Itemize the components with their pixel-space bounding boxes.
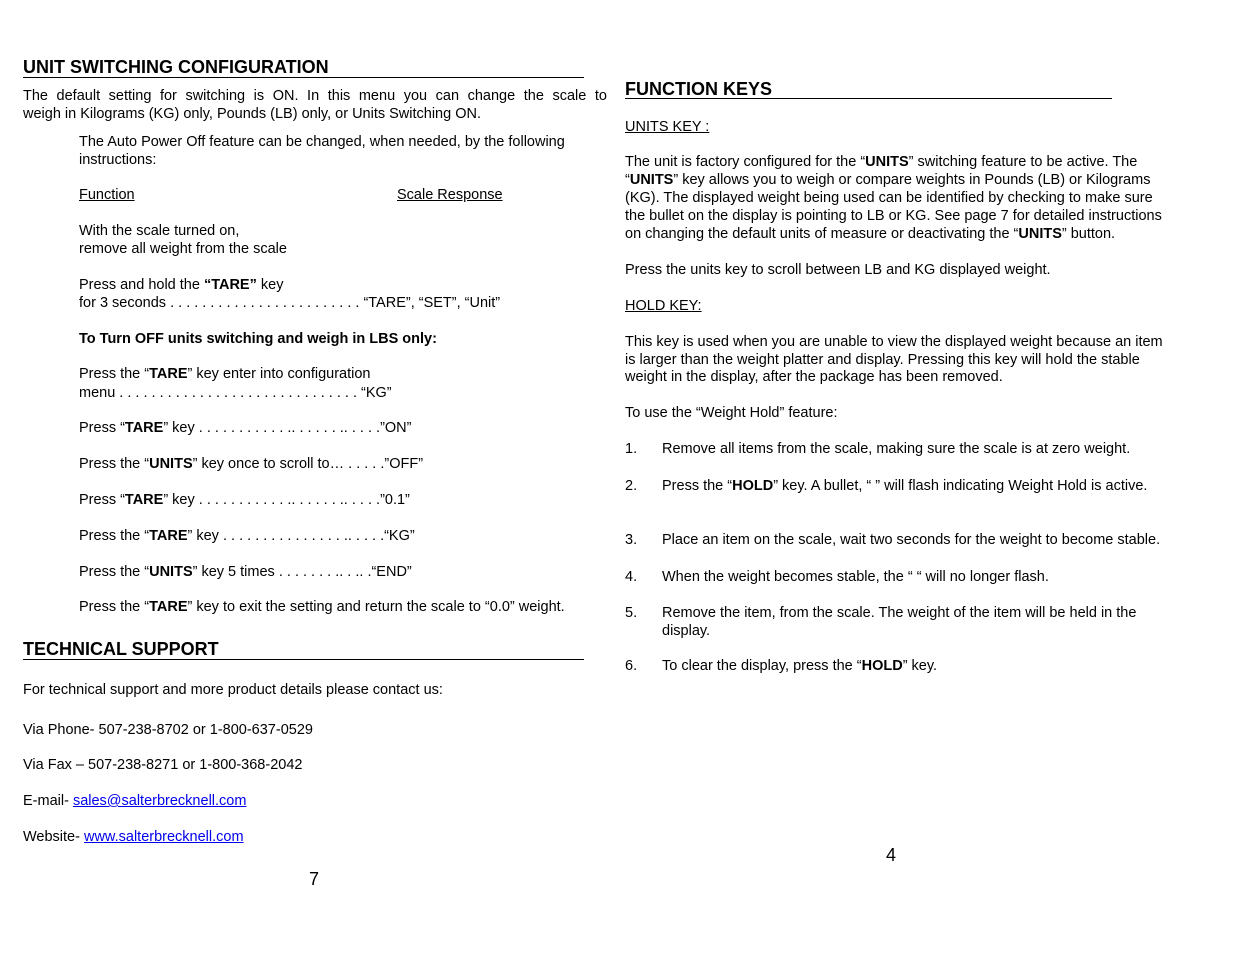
- list-item-5-line-1: Remove the item, from the scale. The weight of the item will be held in the: [662, 605, 1137, 621]
- heading-rule: [23, 77, 584, 78]
- text: ” key . . . . . . . . . . . .. . . . . . .. . . . .”ON”: [163, 420, 412, 436]
- hold-paragraph-line-3: weight in the display, after the package has been removed.: [625, 369, 1003, 385]
- text: Press the “: [662, 478, 733, 494]
- key-name: UNITS: [865, 154, 909, 170]
- email-link[interactable]: sales@salterbrecknell.com: [72, 793, 247, 809]
- text: Press “: [79, 492, 125, 508]
- list-number: 4.: [625, 569, 638, 585]
- units-key-label: UNITS KEY :: [625, 119, 710, 135]
- text: on changing the default units of measure or deactivating the “: [625, 226, 1019, 242]
- support-website: [23, 829, 244, 845]
- step-7: [79, 599, 565, 615]
- hold-paragraph-line-1: This key is used when you are unable to view the displayed weight because an item: [625, 334, 1163, 350]
- key-name: TARE: [149, 599, 188, 615]
- list-number: 6.: [625, 658, 638, 674]
- units-paragraph-line-5: [625, 226, 1115, 242]
- intro-line-1: The default setting for switching is ON. In this menu you can change the scale to: [23, 88, 607, 104]
- text: Press “: [79, 420, 125, 436]
- function-column-header: Function: [79, 187, 135, 203]
- press-hold-line-2: for 3 seconds . . . . . . . . . . . . . . . . . . . . . . . . “TARE”, “SET”, “Unit”: [79, 295, 501, 311]
- list-number: 1.: [625, 441, 638, 457]
- text: ” key 5 times . . . . . . . .. . .. .“END”: [192, 564, 412, 580]
- step-3: [79, 456, 423, 472]
- hold-use-intro: To use the “Weight Hold” feature:: [625, 405, 838, 421]
- key-name: TARE: [124, 492, 164, 508]
- technical-support-heading: TECHNICAL SUPPORT: [23, 639, 219, 659]
- scale-on-line-1: With the scale turned on,: [79, 223, 240, 239]
- step-6: [79, 564, 412, 580]
- list-number: 5.: [625, 605, 638, 621]
- scale-on-line-2: remove all weight from the scale: [79, 241, 287, 257]
- list-item-2: [662, 478, 1147, 494]
- press-hold-line-1: [79, 277, 283, 293]
- key-name: TARE: [149, 528, 188, 544]
- text: ” button.: [1061, 226, 1116, 242]
- text: ” key. A bullet, “ ” will flash indicating Weight Hold is active.: [773, 478, 1148, 494]
- tare-key-text: “TARE”: [203, 277, 257, 293]
- key-name: TARE: [124, 420, 164, 436]
- key-name: UNITS: [149, 456, 193, 472]
- list-item-1: Remove all items from the scale, making sure the scale is at zero weight.: [662, 441, 1131, 457]
- text: “: [625, 172, 630, 188]
- key-name: UNITS: [1018, 226, 1062, 242]
- unit-switching-heading: UNIT SWITCHING CONFIGURATION: [23, 57, 329, 77]
- support-phone: Via Phone- 507-238-8702 or 1-800-637-0529: [23, 722, 313, 738]
- list-item-3: Place an item on the scale, wait two seconds for the weight to become stable.: [662, 532, 1161, 548]
- key-name: HOLD: [861, 658, 903, 674]
- text: Press the “: [79, 564, 150, 580]
- list-item-6: [662, 658, 937, 674]
- text: Press the “: [79, 528, 150, 544]
- text: ” key to exit the setting and return the scale to “0.0” weight.: [187, 599, 565, 615]
- key-name: UNITS: [149, 564, 193, 580]
- apo-line-2: instructions:: [79, 152, 157, 168]
- heading-rule: [23, 659, 584, 660]
- text: key: [256, 277, 284, 293]
- support-email: [23, 793, 246, 809]
- apo-line-1: The Auto Power Off feature can be changed, when needed, by the following: [79, 134, 565, 150]
- key-name: HOLD: [732, 478, 774, 494]
- support-fax: Via Fax – 507-238-8271 or 1-800-368-2042: [23, 757, 303, 773]
- text: ” key once to scroll to… . . . . .”OFF”: [192, 456, 424, 472]
- text: ” switching feature to be active. The: [908, 154, 1138, 170]
- function-keys-heading: FUNCTION KEYS: [625, 79, 773, 99]
- support-intro: For technical support and more product details please contact us:: [23, 682, 443, 698]
- website-link[interactable]: www.salterbrecknell.com: [83, 829, 244, 845]
- step-4: [79, 492, 410, 508]
- key-name: TARE: [149, 366, 188, 382]
- units-paragraph-line-1: [625, 154, 1137, 170]
- units-paragraph-line-2: [625, 172, 1150, 188]
- text: ” key . . . . . . . . . . . .. . . . . . .. . . . .”0.1”: [163, 492, 410, 508]
- website-label: Website-: [23, 829, 84, 845]
- text: Press the “: [79, 366, 150, 382]
- text: ” key . . . . . . . . . . . . . . . .. . . . .“KG”: [187, 528, 415, 544]
- page-number-right: 4: [886, 845, 897, 865]
- text: ” key enter into configuration: [187, 366, 371, 382]
- scale-response-column-header: Scale Response: [397, 187, 503, 203]
- step-5: [79, 528, 415, 544]
- step-1-line-1: [79, 366, 370, 382]
- units-paragraph-line-4: the bullet on the display is pointing to LB or KG. See page 7 for detailed instructions: [625, 208, 1162, 224]
- text: ” key allows you to weigh or compare weights in Pounds (LB) or Kilograms: [673, 172, 1151, 188]
- text: Press and hold the: [79, 277, 204, 293]
- list-number: 3.: [625, 532, 638, 548]
- list-item-4: When the weight becomes stable, the “ “ will no longer flash.: [662, 569, 1049, 585]
- email-label: E-mail-: [23, 793, 73, 809]
- units-paragraph-line-3: (KG). The displayed weight being used can be identified by checking to make sure: [625, 190, 1153, 206]
- hold-key-label: HOLD KEY:: [625, 298, 702, 314]
- turn-off-subheading: To Turn OFF units switching and weigh in LBS only:: [79, 331, 437, 347]
- heading-rule: [625, 98, 1112, 99]
- hold-paragraph-line-2: is larger than the weight platter and display. Pressing this key will hold the stable: [625, 352, 1140, 368]
- text: To clear the display, press the “: [662, 658, 862, 674]
- text: Press the “: [79, 456, 150, 472]
- list-item-5-line-2: display.: [662, 623, 711, 639]
- intro-line-2: weigh in Kilograms (KG) only, Pounds (LB) only, or Units Switching ON.: [23, 106, 481, 122]
- units-scroll-text: Press the units key to scroll between LB and KG displayed weight.: [625, 262, 1051, 278]
- list-number: 2.: [625, 478, 638, 494]
- text: Press the “: [79, 599, 150, 615]
- text: The unit is factory configured for the “: [625, 154, 866, 170]
- step-1-line-2: menu . . . . . . . . . . . . . . . . . . . . . . . . . . . . . . “KG”: [79, 385, 392, 401]
- text: ” key.: [902, 658, 938, 674]
- key-name: UNITS: [629, 172, 674, 188]
- page-number-left: 7: [309, 869, 320, 889]
- step-2: [79, 420, 411, 436]
